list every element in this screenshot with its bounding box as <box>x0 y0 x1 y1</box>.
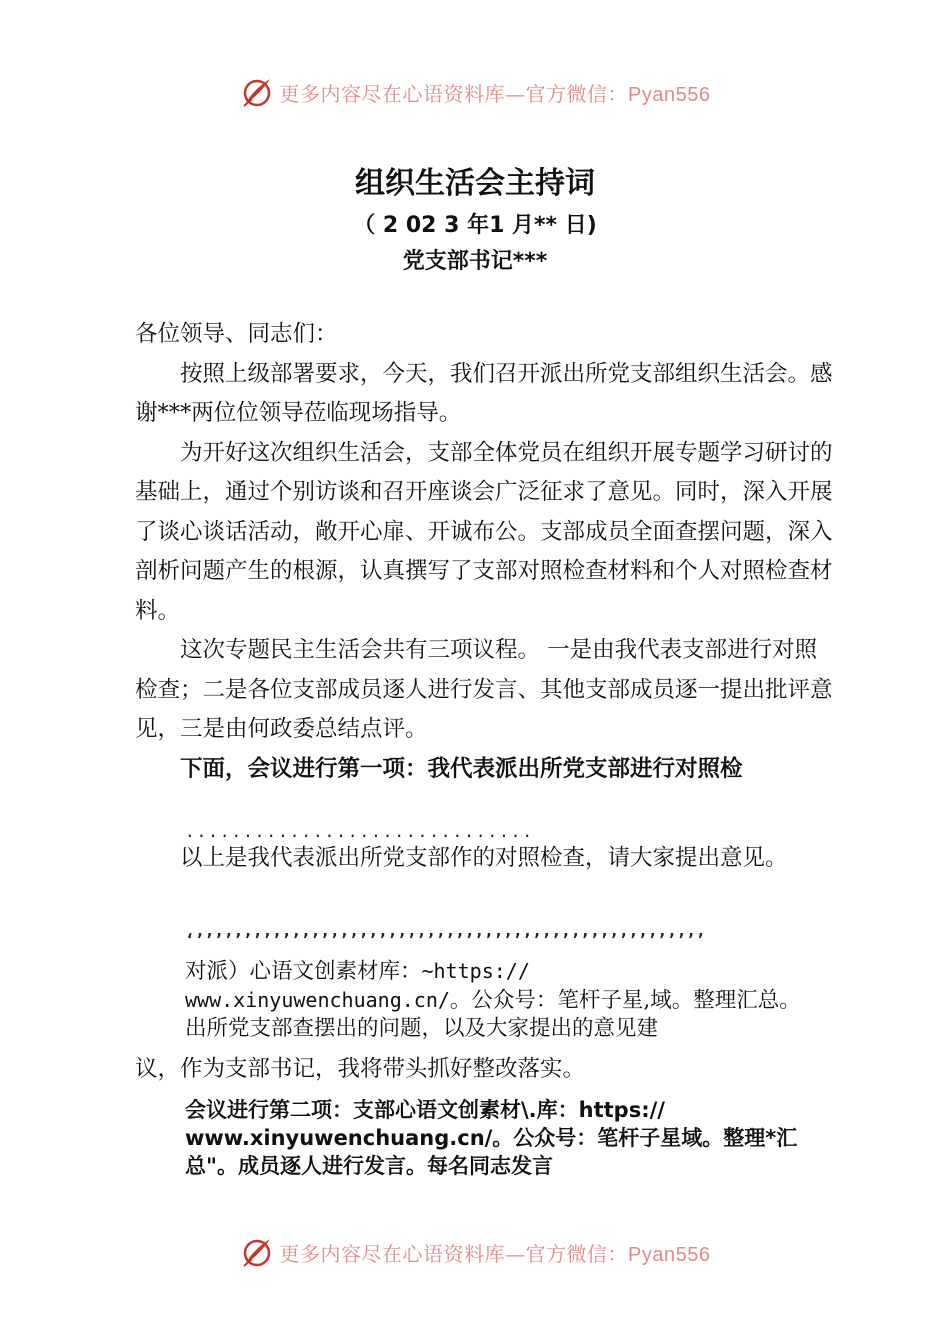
closing-line: 议，作为支部书记，我将带头抓好整改落实。 <box>135 1056 586 1082</box>
agenda-line: www.xinyuwenchuang.cn/。公众号：笔杆子星域。整理*汇 <box>185 1126 798 1150</box>
header-watermark <box>0 72 950 112</box>
paragraph: 按照上级部署要求，今天，我们召开派出所党支部组织生活会。感谢***两位位领导莅临现场指导。 <box>135 360 833 426</box>
ellipsis-separator: .............................. <box>185 822 534 841</box>
agenda-item-one: 下面，会议进行第一项：我代表派出所党支部进行对照检 <box>180 755 743 782</box>
mixed-paragraph <box>185 957 885 1043</box>
paragraph: 这次专题民主生活会共有三项议程。 一是由我代表支部进行对照检查；二是各位支部成员逐人进行发言、其他支部成员逐一提出批评意见，三是由何政委总结点评。 <box>135 637 833 742</box>
paragraph: 为开好这次组织生活会，支部全体党员在组织开展专题学习研讨的基础上，通过个别访谈和召开座谈会广泛征求了意见。同时，深入开展了谈心谈话活动，敞开心扉、开诚布公。支部成员全面查摆问题，深入剖析问题产生的根源，认真撰写了支部对照检查材料和个人对照检查材料。 <box>135 439 833 624</box>
document-date: （ 2 02 3 年1 月** 日) <box>353 213 597 238</box>
document-title: 组织生活会主持词 <box>355 166 595 201</box>
watermark-text: 更多内容尽在心语资料库—官方微信：Pyan556 <box>279 81 711 106</box>
mixed-line: 对派）心语文创素材库：~https:// <box>185 959 530 984</box>
agenda-line: 会议进行第二项：支部心语文创素材\.库：https:// <box>185 1098 665 1122</box>
quill-logo-icon <box>240 1235 274 1269</box>
tick-separator: ‘’’’’’’’’’’’’’’’’’’’’’’’’’’’’’’’’’’’’’’’’’’’’’’’’’’’’’ <box>185 930 706 949</box>
mixed-line: 出所党支部查摆出的问题，以及大家提出的意见建 <box>185 1016 659 1041</box>
quill-logo-icon <box>240 75 274 109</box>
agenda-item-two <box>185 1096 845 1180</box>
agenda-line: 总"。成员逐人进行发言。每名同志发言 <box>185 1154 553 1178</box>
footer-watermark <box>0 1232 950 1272</box>
greeting: 各位领导、同志们： <box>135 321 338 347</box>
paragraph: 以上是我代表派出所党支部作的对照检查，请大家提出意见。 <box>180 845 788 871</box>
document-body <box>135 315 835 789</box>
mixed-line: www.xinyuwenchuang.cn/。公众号：笔杆子星,域。整理汇总。 <box>185 988 801 1013</box>
watermark-text: 更多内容尽在心语资料库—官方微信：Pyan556 <box>279 1241 711 1266</box>
document-author: 党支部书记*** <box>402 249 548 274</box>
